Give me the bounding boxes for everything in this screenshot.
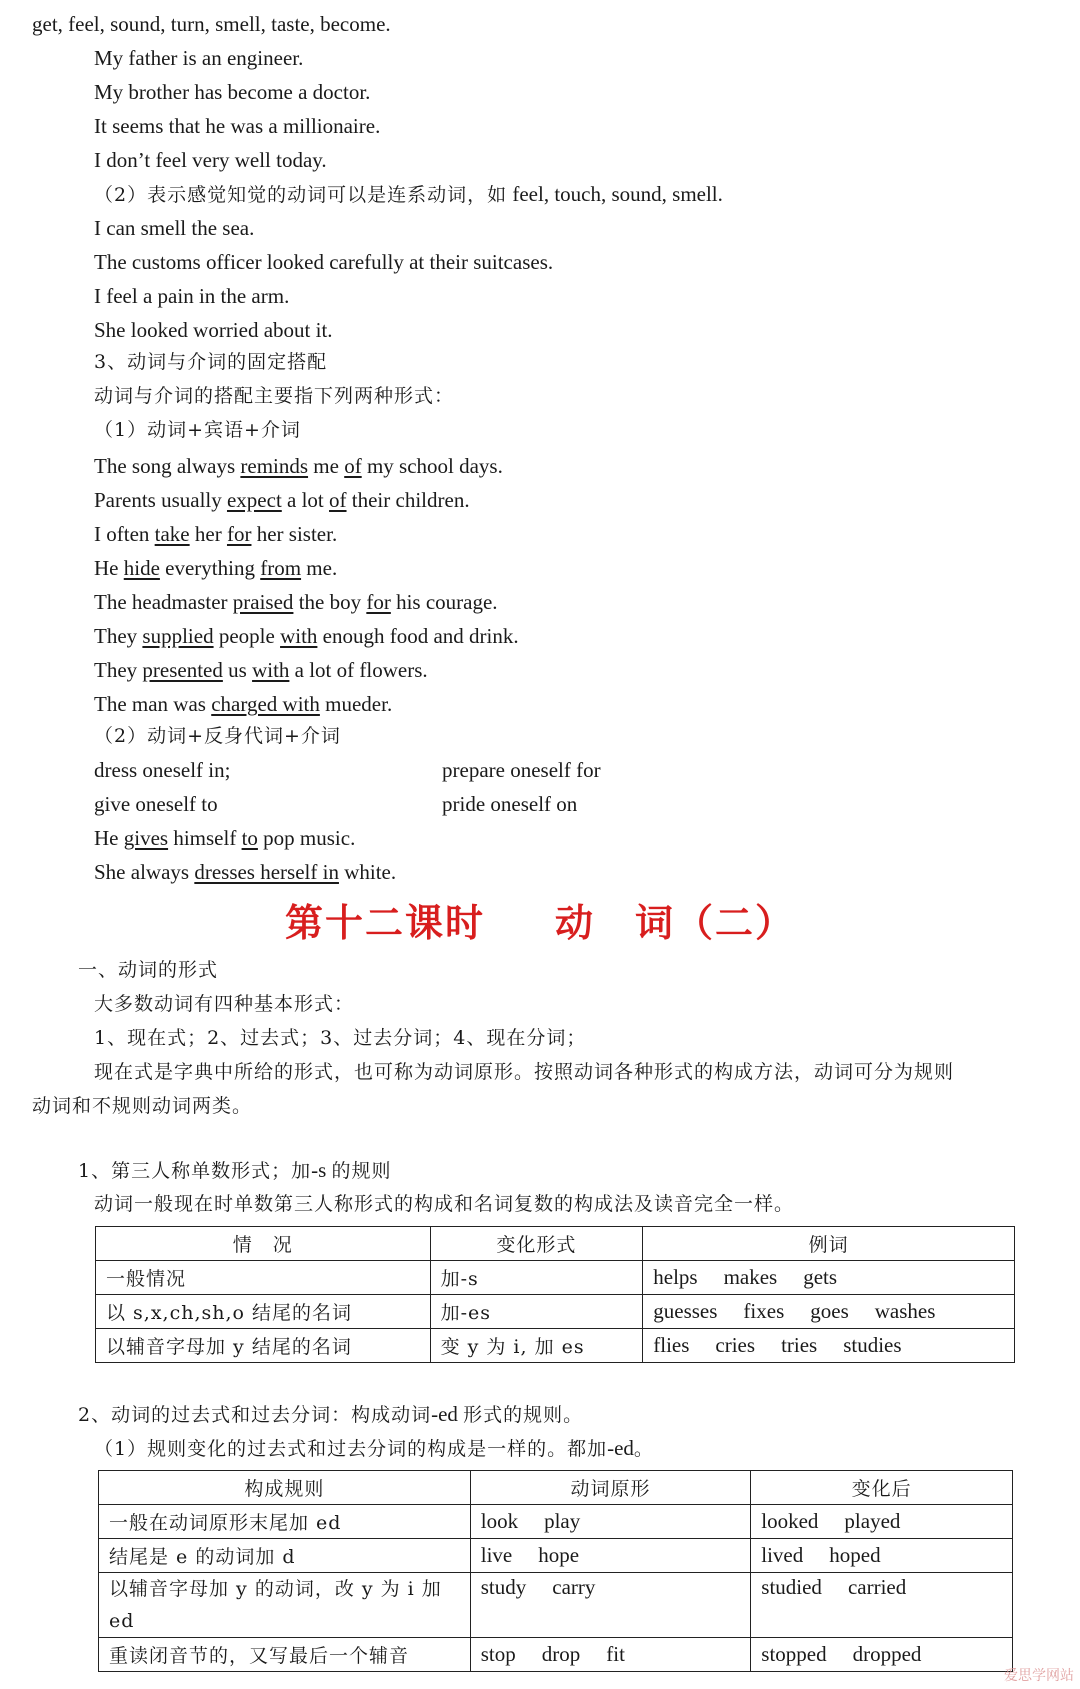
table-header: 变化形式: [430, 1227, 643, 1261]
table-cell: study carry: [470, 1573, 751, 1638]
example-sentence: The headmaster praised the boy for his courage.: [94, 590, 498, 614]
table-cell: 变 y 为 i, 加 es: [430, 1329, 643, 1363]
example-sentence: Parents usually expect a lot of their children.: [94, 488, 470, 512]
table-cell: flies cries tries studies: [643, 1329, 1015, 1363]
table-cell: 加-s: [430, 1261, 643, 1295]
text-line: （1）规则变化的过去式和过去分词的构成是一样的。都加-ed。: [94, 1436, 654, 1460]
table-row: [96, 1295, 1015, 1329]
table-cell: studied carried: [751, 1573, 1013, 1638]
subheading: （1）动词+宾语+介词: [94, 419, 301, 441]
table-cell: 以 s,x,ch,sh,o 结尾的名词: [96, 1295, 431, 1329]
table-row: [96, 1329, 1015, 1363]
past-tense-table: [98, 1470, 1013, 1672]
table-header: 构成规则: [99, 1471, 471, 1505]
table-cell: stopped dropped: [751, 1638, 1013, 1672]
phrase: dress oneself in;: [94, 758, 231, 782]
text-line: I can smell the sea.: [94, 216, 255, 240]
table-cell: 以辅音字母加 y 的动词，改 y 为 i 加 ed: [99, 1573, 471, 1638]
text-line: My brother has become a doctor.: [94, 80, 371, 104]
example-sentence: The man was charged with mueder.: [94, 692, 393, 716]
example-sentence: He gives himself to pop music.: [94, 826, 356, 850]
example-sentence: I often take her for her sister.: [94, 522, 338, 546]
lesson-title: 第十二课时 动 词（二）: [284, 901, 796, 945]
text-line: I feel a pain in the arm.: [94, 284, 290, 308]
text-line: 动词与介词的搭配主要指下列两种形式：: [94, 385, 455, 407]
table-header-row: [96, 1227, 1015, 1261]
table-cell: looked played: [751, 1505, 1013, 1539]
text-line: I don’t feel very well today.: [94, 148, 327, 172]
table-row: [99, 1573, 1013, 1638]
table-row: [99, 1505, 1013, 1539]
table-header: 例词: [643, 1227, 1015, 1261]
table-cell: live hope: [470, 1539, 751, 1573]
table-cell: 一般情况: [96, 1261, 431, 1295]
table-cell: look play: [470, 1505, 751, 1539]
phrase: pride oneself on: [442, 792, 578, 816]
table-cell: helps makes gets: [643, 1261, 1015, 1295]
table-row: [96, 1261, 1015, 1295]
table-header: 变化后: [751, 1471, 1013, 1505]
table-cell: guesses fixes goes washes: [643, 1295, 1015, 1329]
table-header: 情 况: [96, 1227, 431, 1261]
table-cell: 结尾是 e 的动词加 d: [99, 1539, 471, 1573]
text-line: She looked worried about it.: [94, 318, 333, 342]
example-sentence: They supplied people with enough food and drink.: [94, 624, 519, 648]
paragraph-line: 现在式是字典中所给的形式，也可称为动词原形。按照动词各种形式的构成方法，动词可分为规则: [94, 1061, 955, 1083]
third-person-table: [95, 1226, 1015, 1363]
example-sentence: The song always reminds me of my school days.: [94, 454, 503, 478]
text-line: 1、现在式；2、过去式；3、过去分词；4、现在分词；: [94, 1027, 587, 1049]
table-cell: 加-es: [430, 1295, 643, 1329]
example-sentence: She always dresses herself in white.: [94, 860, 397, 884]
table-row: [99, 1638, 1013, 1672]
subsection-heading: 2、动词的过去式和过去分词：构成动词-ed 形式的规则。: [78, 1402, 584, 1426]
watermark: 爱思学网站: [1004, 1668, 1074, 1684]
text-line: The customs officer looked carefully at their suitcases.: [94, 250, 554, 274]
table-cell: 重读闭音节的，又写最后一个辅音: [99, 1638, 471, 1672]
text-line: 大多数动词有四种基本形式：: [94, 993, 355, 1015]
example-sentence: He hide everything from me.: [94, 556, 338, 580]
table-cell: 一般在动词原形末尾加 ed: [99, 1505, 471, 1539]
subheading: （2）动词+反身代词+介词: [94, 725, 341, 747]
table-row: [99, 1539, 1013, 1573]
text-line: It seems that he was a millionaire.: [94, 114, 381, 138]
table-cell: 以辅音字母加 y 结尾的名词: [96, 1329, 431, 1363]
section-heading: 一、动词的形式: [78, 959, 219, 981]
text-line: My father is an engineer.: [94, 46, 304, 70]
heading: 3、动词与介词的固定搭配: [94, 351, 328, 373]
text-line: get, feel, sound, turn, smell, taste, become.: [32, 12, 391, 36]
table-header-row: [99, 1471, 1013, 1505]
subsection-heading: 1、第三人称单数形式；加-s 的规则: [78, 1158, 392, 1182]
table-header: 动词原形: [470, 1471, 751, 1505]
phrase: give oneself to: [94, 792, 218, 816]
phrase: prepare oneself for: [442, 758, 601, 782]
table-cell: lived hoped: [751, 1539, 1013, 1573]
text-line: （2）表示感觉知觉的动词可以是连系动词，如 feel, touch, sound, smell.: [94, 182, 723, 206]
table-cell: stop drop fit: [470, 1638, 751, 1672]
paragraph-line: 动词和不规则动词两类。: [32, 1095, 253, 1117]
example-sentence: They presented us with a lot of flowers.: [94, 658, 428, 682]
text-line: 动词一般现在时单数第三人称形式的构成和名词复数的构成法及读音完全一样。: [94, 1193, 795, 1215]
